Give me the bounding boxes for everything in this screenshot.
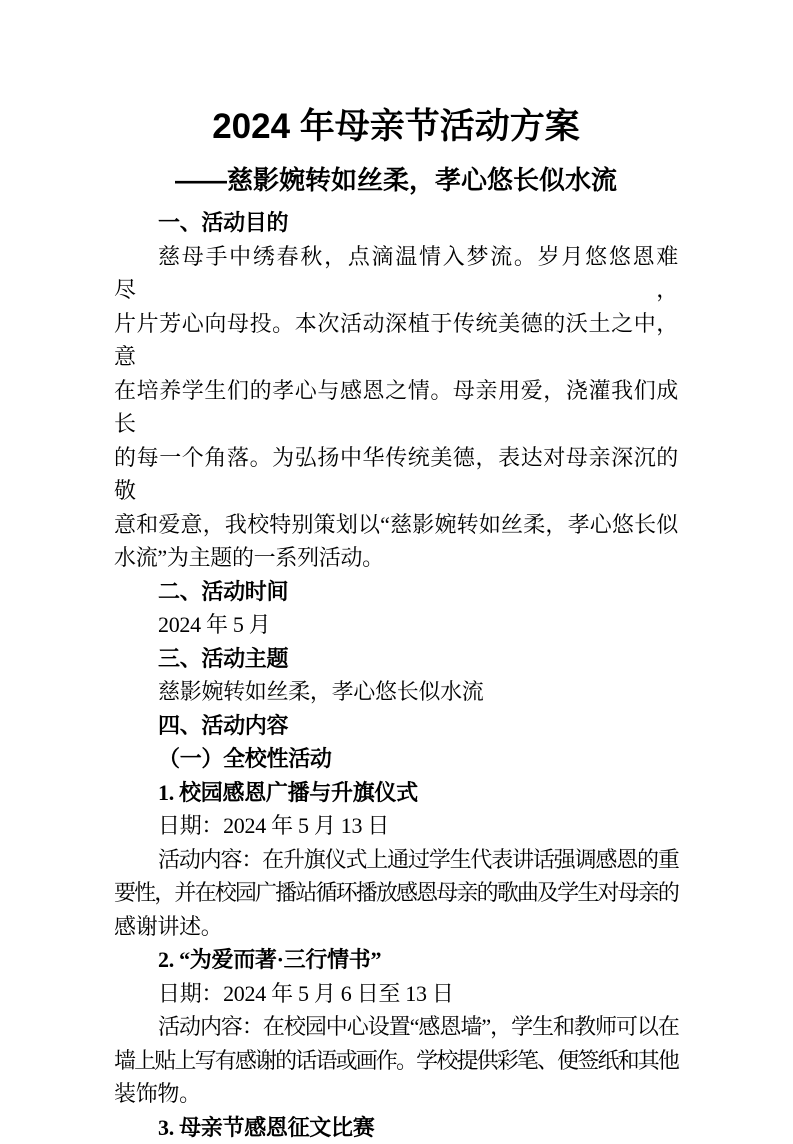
paragraph-line: 装饰物。 — [114, 1077, 678, 1111]
paragraph-line: 墙上贴上写有感谢的话语或画作。学校提供彩笔、便签纸和其他 — [114, 1044, 678, 1078]
paragraph-line: 慈母手中绣春秋，点滴温情入梦流。岁月悠悠恩难尽， — [114, 240, 678, 307]
document-title: 2024 年母亲节活动方案 — [114, 103, 678, 151]
heading-line: 2. “为爱而著·三行情书” — [114, 943, 678, 977]
paragraph-line: 的每一个角落。为弘扬中华传统美德，表达对母亲深沉的敬 — [114, 441, 678, 508]
heading-line: 四、活动内容 — [114, 709, 678, 743]
heading-line: （一）全校性活动 — [114, 742, 678, 776]
heading-line: 3. 母亲节感恩征文比赛 — [114, 1111, 678, 1144]
heading-line: 一、活动目的 — [114, 206, 678, 240]
heading-line: 三、活动主题 — [114, 642, 678, 676]
paragraph-line: 水流”为主题的一系列活动。 — [114, 541, 678, 575]
paragraph-line: 在培养学生们的孝心与感恩之情。母亲用爱，浇灌我们成长 — [114, 374, 678, 441]
text-line: 日期：2024 年 5 月 6 日至 13 日 — [114, 977, 678, 1011]
document-subtitle: ——慈影婉转如丝柔，孝心悠长似水流 — [114, 160, 678, 200]
paragraph-line: 活动内容：在校园中心设置“感恩墙”，学生和教师可以在 — [114, 1010, 678, 1044]
document-body — [114, 206, 678, 1144]
paragraph-line: 感谢讲述。 — [114, 910, 678, 944]
text-line: 2024 年 5 月 — [114, 608, 678, 642]
text-line: 慈影婉转如丝柔，孝心悠长似水流 — [114, 675, 678, 709]
paragraph-line: 片片芳心向母投。本次活动深植于传统美德的沃土之中，意 — [114, 307, 678, 374]
paragraph-line: 活动内容：在升旗仪式上通过学生代表讲话强调感恩的重 — [114, 843, 678, 877]
paragraph-line: 要性，并在校园广播站循环播放感恩母亲的歌曲及学生对母亲的 — [114, 876, 678, 910]
heading-line: 1. 校园感恩广播与升旗仪式 — [114, 776, 678, 810]
paragraph-line: 意和爱意，我校特别策划以“慈影婉转如丝柔，孝心悠长似 — [114, 508, 678, 542]
heading-line: 二、活动时间 — [114, 575, 678, 609]
text-line: 日期：2024 年 5 月 13 日 — [114, 809, 678, 843]
